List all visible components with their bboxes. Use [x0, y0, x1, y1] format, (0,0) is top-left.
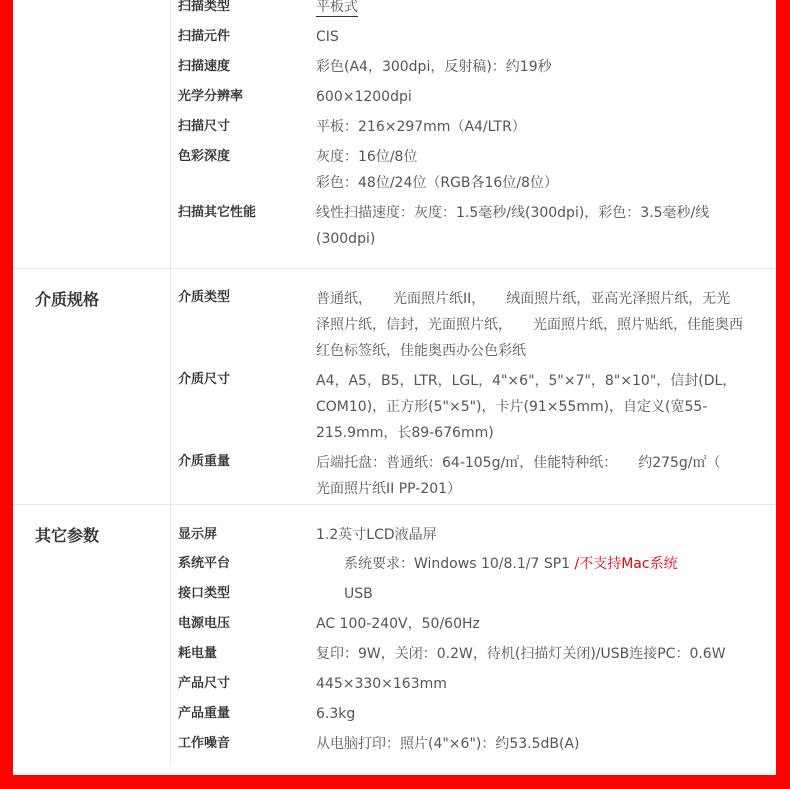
spec-value: [316, 731, 762, 757]
spec-label: 介质尺寸: [178, 372, 231, 387]
scan-other-line: (300dpi): [316, 231, 376, 247]
spec-label: 色彩深度: [178, 149, 231, 164]
media-weight-line: 光面照片纸II PP-201）: [316, 481, 462, 497]
spec-label: 光学分辨率: [178, 89, 244, 104]
scan-speed-value: 彩色(A4，300dpi，反射稿)：约19秒: [316, 59, 552, 75]
weight-value: 6.3kg: [316, 706, 356, 722]
spec-panel: [13, 0, 776, 775]
media-type-line: 泽照片纸，信封，光面照片纸， 光面照片纸，照片贴纸，佳能奥西: [316, 317, 743, 333]
spec-value: [316, 450, 762, 502]
spec-value: [316, 0, 762, 20]
spec-value: [316, 701, 762, 727]
section-title-media: 介质规格: [35, 290, 100, 309]
scan-size-value: 平板：216×297mm（A4/LTR）: [316, 119, 526, 135]
media-size-line: A4，A5，B5，LTR，LGL，4"×6"，5"×7"，8"×10"，信封(DL，: [316, 373, 737, 389]
power-consumption-value: 复印：9W，关闭：0.2W，待机(扫描灯关闭)/USB连接PC：0.6W: [316, 646, 726, 662]
spec-label: 扫描元件: [178, 29, 231, 44]
spec-value: [316, 200, 762, 252]
display-value: 1.2英寸LCD液晶屏: [316, 527, 437, 543]
color-depth-line: 灰度：16位/8位: [316, 149, 418, 165]
spec-label: 扫描其它性能: [178, 205, 257, 220]
spec-label: 耗电量: [178, 646, 218, 661]
spec-label: 扫描速度: [178, 59, 231, 74]
spec-value: [316, 368, 762, 446]
spec-label: 系统平台: [178, 556, 231, 571]
spec-value: [316, 54, 762, 80]
no-mac-notice: /不支持Mac系统: [574, 556, 678, 572]
spec-value: [316, 114, 762, 140]
media-size-line: 215.9mm，长89-676mm): [316, 425, 494, 441]
spec-label: 工作噪音: [178, 736, 231, 751]
media-size-line: COM10)，正方形(5"×5")，卡片(91×55mm)，自定义(宽55-: [316, 399, 708, 415]
spec-value: [316, 671, 762, 697]
spec-value: [316, 144, 762, 196]
optical-resolution-value: 600×1200dpi: [316, 89, 412, 105]
scan-element-value: CIS: [316, 29, 339, 45]
section-divider: [13, 268, 776, 269]
spec-value: [316, 641, 762, 667]
spec-value: [316, 24, 762, 50]
spec-value: [316, 611, 762, 637]
spec-label: 产品尺寸: [178, 676, 231, 691]
spec-value: [316, 581, 762, 607]
section-title-other: 其它参数: [35, 526, 100, 545]
noise-value: 从电脑打印：照片(4"×6")：约53.5dB(A): [316, 736, 580, 752]
spec-value: [316, 286, 762, 364]
spec-value: [316, 551, 762, 577]
dimensions-value: 445×330×163mm: [316, 676, 447, 692]
section-divider: [13, 504, 776, 505]
color-depth-line: 彩色：48位/24位（RGB各16位/8位）: [316, 175, 558, 191]
spec-label: 扫描类型: [178, 0, 231, 14]
scan-type-value: 平板式: [316, 0, 358, 15]
column-divider: [170, 0, 171, 765]
system-req-text: 系统要求：Windows 10/8.1/7 SP1: [316, 556, 575, 572]
spec-label: 介质重量: [178, 454, 231, 469]
spec-value: [316, 84, 762, 110]
spec-label: 接口类型: [178, 586, 231, 601]
spec-label: 介质类型: [178, 290, 231, 305]
spec-label: 产品重量: [178, 706, 231, 721]
spec-label: 电源电压: [178, 616, 231, 631]
spec-label: 扫描尺寸: [178, 119, 231, 134]
media-type-line: 普通纸， 光面照片纸II， 绒面照片纸，亚高光泽照片纸，无光: [316, 291, 731, 307]
media-weight-line: 后端托盘：普通纸：64-105g/㎡，佳能特种纸： 约275g/㎡（: [316, 455, 721, 471]
voltage-value: AC 100-240V，50/60Hz: [316, 616, 480, 632]
spec-label: 显示屏: [178, 527, 218, 542]
spec-value: [316, 522, 762, 548]
scan-other-line: 线性扫描速度：灰度：1.5毫秒/线(300dpi)，彩色：3.5毫秒/线: [316, 205, 710, 221]
media-type-line: 红色标签纸，佳能奥西办公色彩纸: [316, 343, 526, 359]
interface-value: USB: [316, 586, 373, 602]
